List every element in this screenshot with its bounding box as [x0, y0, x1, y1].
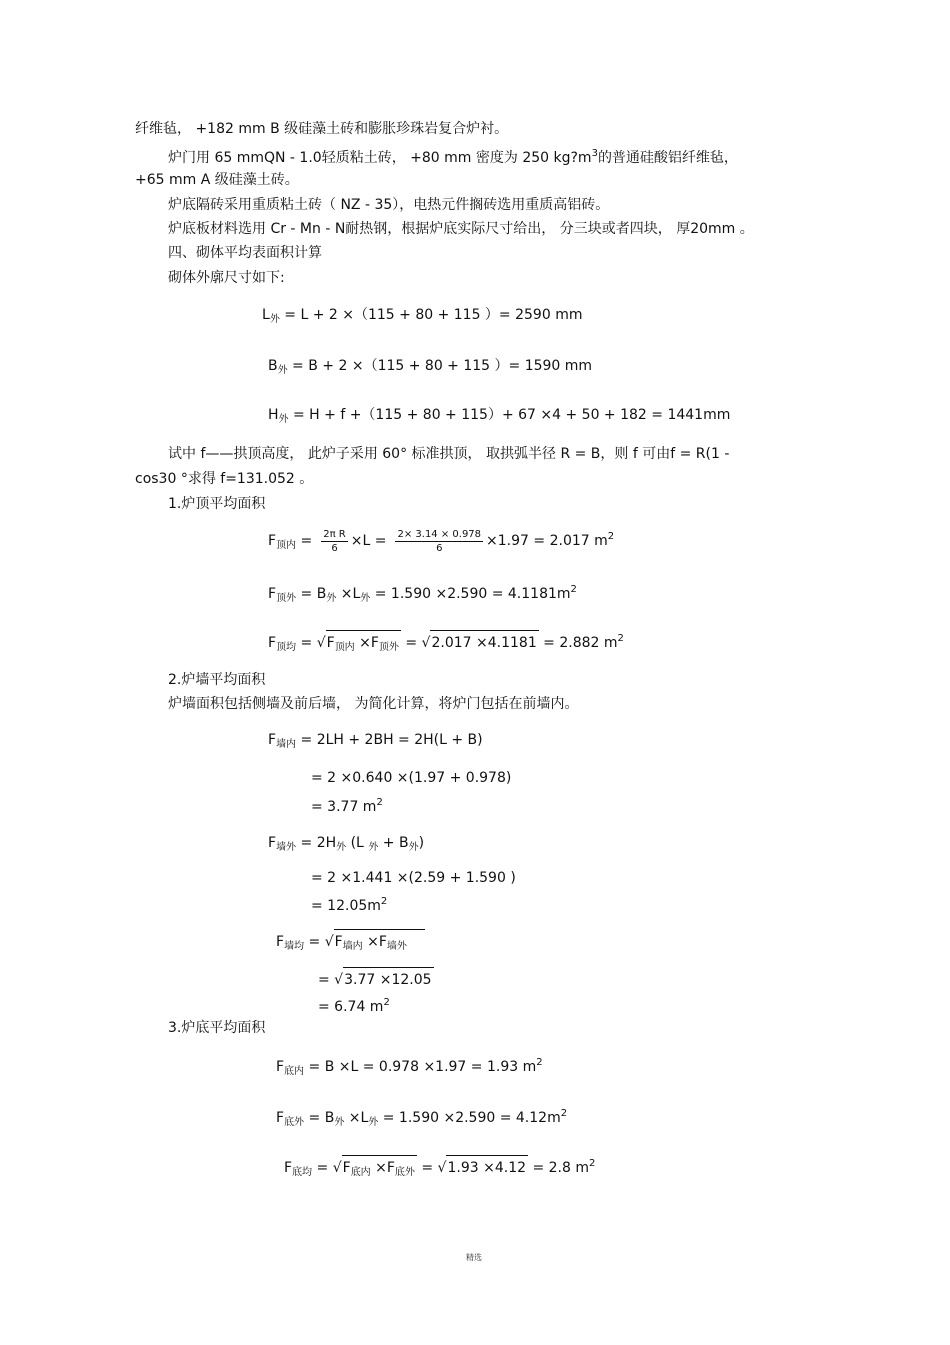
subscript: 外 [326, 593, 337, 604]
expression: ) [418, 835, 425, 851]
subscript: 外 [277, 365, 288, 376]
subscript: 顶内 [276, 540, 297, 551]
subscript: 外 [334, 1117, 345, 1128]
subscript: 底外 [394, 1167, 415, 1178]
equation-b-outer [268, 355, 592, 382]
radical [430, 630, 538, 654]
equation-f-bottom-average [284, 1153, 595, 1184]
radicand [326, 630, 401, 659]
paragraph-diatomite: +65 mm A 级硅藻土砖。 [135, 172, 299, 188]
equation-f-wall-outer [268, 832, 424, 859]
subscript: 底外 [284, 1117, 305, 1128]
expression: = 1.590 ×2.590 = 4.12m [378, 1110, 561, 1126]
symbol: F [268, 635, 277, 651]
radical [342, 1155, 417, 1184]
text: 的普通硅酸铝纤维毡， [597, 150, 738, 166]
radicand: 1.93 ×4.12 [446, 1155, 528, 1179]
equation-f-bottom-outer [276, 1103, 567, 1134]
expression: = 2H [296, 835, 337, 851]
subscript: 外 [278, 414, 289, 425]
subscript: 外 [269, 314, 280, 325]
text: 炉门用 65 mmQN - 1.0轻质粘土砖， +80 mm 密度为 250 kg?m [168, 150, 592, 166]
fraction [321, 528, 348, 555]
page-footer: 精选 [466, 1253, 482, 1262]
subscript: 顶外 [276, 593, 297, 604]
radical [343, 967, 433, 991]
radical [334, 929, 425, 958]
expression: = B + 2 ×（115 + 80 + 115 ）= 1590 mm [287, 358, 593, 374]
radicand [342, 1155, 417, 1184]
subscript: 墙外 [386, 941, 407, 952]
superscript: 2 [536, 1057, 543, 1068]
symbol: F [342, 1160, 351, 1176]
subscript: 墙均 [284, 941, 305, 952]
numerator: 2× 3.14 × 0.978 [397, 528, 482, 540]
subscript: 顶均 [276, 642, 297, 653]
expression: = 2.8 m [528, 1160, 589, 1176]
superscript: 2 [376, 797, 383, 808]
denominator: 6 [331, 542, 338, 554]
expression: = L + 2 ×（115 + 80 + 115 ）= 2590 mm [279, 307, 583, 323]
subscript: 顶外 [378, 642, 399, 653]
subscript: 外 [360, 593, 371, 604]
sqrt-sign: = √ [304, 934, 334, 950]
paragraph-fiber-felt: 纤维毡， +182 mm B 级硅藻土砖和膨胀珍珠岩复合炉衬。 [135, 121, 509, 137]
paragraph-outline: 砌体外廓尺寸如下: [168, 270, 285, 286]
equation-l-outer [262, 304, 582, 331]
section-heading-4: 四、砌体平均表面积计算 [168, 245, 322, 261]
subscript: 外 [368, 842, 379, 853]
symbol: F [284, 1160, 293, 1176]
sqrt-sign: = √ [296, 635, 326, 651]
equation-h-outer [268, 404, 730, 431]
expression: ×L = [350, 533, 387, 549]
equation-f-top-inner [268, 526, 614, 557]
expression: ×L [344, 1110, 369, 1126]
expression: (L [346, 835, 369, 851]
equation-f-wall-average-result [318, 992, 390, 1018]
expression: = [296, 533, 313, 549]
symbol: F [268, 586, 277, 602]
symbol: F [276, 1059, 285, 1075]
subscript: 底内 [350, 1167, 371, 1178]
paragraph-wall-area: 炉墙面积包括侧墙及前后墙， 为简化计算，将炉门包括在前墙内。 [168, 696, 579, 712]
symbol: B [268, 358, 278, 374]
sqrt-sign: = √ [416, 1160, 447, 1176]
paragraph-cos: cos30 °求得 f=131.052 。 [135, 471, 314, 487]
equation-f-top-average [268, 628, 624, 659]
symbol: F [268, 732, 277, 748]
equation-f-bottom-inner [276, 1052, 543, 1083]
expression: = 12.05m [311, 898, 381, 914]
radicand: 2.017 ×4.1181 [430, 630, 538, 654]
expression: ×L [336, 586, 361, 602]
equation-f-wall-inner [268, 729, 483, 756]
expression: = H + f +（115 + 80 + 115）+ 67 ×4 + 50 + 182 = 1441mm [288, 407, 731, 423]
expression: = 2LH + 2BH = 2H(L + B) [296, 732, 483, 748]
subscript: 顶内 [334, 642, 355, 653]
symbol: F [276, 1110, 285, 1126]
symbol: F [334, 934, 343, 950]
superscript: 2 [560, 1108, 568, 1119]
subscript: 外 [368, 1117, 379, 1128]
superscript: 2 [380, 896, 388, 907]
equation-f-wall-outer-step: = 2 ×1.441 ×(2.59 + 1.590 ) [311, 870, 516, 886]
paragraph-furnace-door [168, 144, 738, 168]
fraction [395, 528, 483, 555]
radicand: 3.77 ×12.05 [343, 967, 433, 991]
expression: = 2.882 m [538, 635, 618, 651]
subscript: 墙内 [276, 739, 297, 750]
expression: ×F [370, 1160, 395, 1176]
expression: = B [304, 1110, 335, 1126]
expression: = 3.77 m [311, 799, 377, 815]
expression: ×1.97 = 2.017 m [486, 533, 608, 549]
sqrt-sign: = √ [318, 972, 344, 988]
symbol: F [326, 635, 335, 651]
symbol: F [276, 934, 285, 950]
symbol: L [262, 307, 270, 323]
subscript: 底均 [292, 1167, 313, 1178]
expression: = 1.590 ×2.590 = 4.1181m [370, 586, 571, 602]
section-heading-1: 1.炉顶平均面积 [168, 496, 266, 512]
superscript: 2 [589, 1158, 596, 1169]
superscript: 2 [570, 584, 577, 595]
equation-f-wall-average-step [318, 967, 434, 991]
equation-f-wall-outer-result [311, 891, 387, 917]
equation-f-wall-inner-result [311, 792, 383, 818]
equation-f-wall-average [276, 929, 425, 958]
subscript: 底内 [284, 1066, 305, 1077]
subscript: 外 [408, 842, 419, 853]
section-heading-3: 3.炉底平均面积 [168, 1020, 266, 1036]
equation-f-top-outer [268, 579, 577, 610]
superscript: 3 [591, 148, 598, 159]
paragraph-arch: 试中 f——拱顶高度， 此炉子采用 60° 标准拱顶， 取拱弧半径 R = B，则 f 可由f = R(1 - [168, 446, 730, 462]
radical [326, 630, 401, 659]
subscript: 墙外 [276, 842, 297, 853]
superscript: 2 [617, 633, 624, 644]
paragraph-bottom-plate: 炉底板材料选用 Cr - Mn - N耐热钢，根据炉底实际尺寸给出， 分三块或者四块， 厚20mm 。 [168, 221, 754, 237]
numerator: 2π R [323, 528, 346, 540]
paragraph-bottom-brick: 炉底隔砖采用重质粘土砖（ NZ - 35），电热元件搁砖选用重质高铝砖。 [168, 197, 610, 213]
expression: ×F [354, 635, 379, 651]
expression: ×F [362, 934, 387, 950]
superscript: 2 [607, 531, 615, 542]
section-heading-2: 2.炉墙平均面积 [168, 672, 266, 688]
expression: = B [296, 586, 327, 602]
expression: + B [378, 835, 409, 851]
superscript: 2 [383, 997, 390, 1008]
symbol: F [268, 533, 277, 549]
symbol: F [268, 835, 277, 851]
expression: = 6.74 m [318, 999, 384, 1015]
subscript: 外 [336, 842, 347, 853]
radicand [334, 929, 425, 958]
denominator: 6 [436, 542, 443, 554]
expression: = B ×L = 0.978 ×1.97 = 1.93 m [304, 1059, 537, 1075]
symbol: H [268, 407, 279, 423]
sqrt-sign: = √ [400, 635, 431, 651]
radical [446, 1155, 528, 1179]
sqrt-sign: = √ [312, 1160, 342, 1176]
subscript: 墙内 [342, 941, 363, 952]
equation-f-wall-inner-step: = 2 ×0.640 ×(1.97 + 0.978) [311, 770, 512, 786]
